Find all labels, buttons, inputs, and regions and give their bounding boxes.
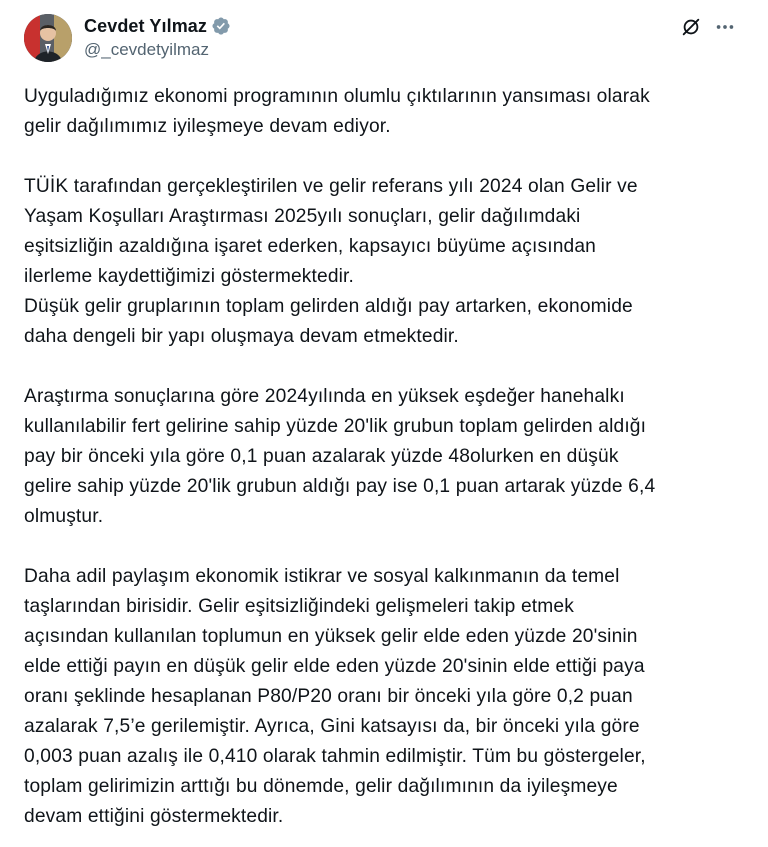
display-name[interactable]: Cevdet Yılmaz (84, 15, 208, 36)
paragraph-gap (24, 142, 746, 172)
user-info (84, 15, 231, 60)
user-handle[interactable]: @_cevdetyilmaz (84, 40, 209, 59)
tweet-text (24, 82, 746, 832)
tweet-paragraph-3: Araştırma sonuçlarına göre 2024yılında en yüksek eşdeğer hanehalkı kullanılabilir fert gelirine sahip yüzde 20'lik grubun toplam gelirden aldığı pay bir önceki yıla göre 0,1 puan azalarak yüzde 48olurken en düşük gelire sahip yüzde 20'lik grubun aldığı pay ise 0,1 puan artarak yüzde 6,4 olmuştur. (24, 386, 656, 527)
avatar-image (24, 14, 72, 62)
grok-icon[interactable] (680, 16, 702, 38)
tweet-paragraph-1: Uyguladığımız ekonomi programının olumlu çıktılarının yansıması olarak gelir dağılımımız iyileşmeye devam ediyor. (24, 86, 650, 137)
tweet-paragraph-4: Daha adil paylaşım ekonomik istikrar ve sosyal kalkınmanın da temel taşlarından birisidir. Gelir eşitsizliğindeki gelişmeleri takip etmek açısından kullanılan toplumun en yüksek gelir elde eden yüzde 20'sinin elde ettiği payın en düşük gelir elde eden yüzde 20'sinin elde ettiği paya oranı şeklinde hesaplanan P80/P20 oranı bir önceki yıla göre 0,2 puan azalarak 7,5’e gerilemiştir. Ayrıca, Gini katsayısı da, bir önceki yıla göre 0,003 puan azalış ile 0,410 olarak tahmin edilmiştir. Tüm bu göstergeler, toplam gelirimizin arttığı bu dönemde, gelir dağılımının da iyileşmeye devam ettiğini göstermektedir. (24, 566, 646, 827)
tweet-paragraph-2: TÜİK tarafından gerçekleştirilen ve gelir referans yılı 2024 olan Gelir ve Yaşam Koşulları Araştırması 2025yılı sonuçları, gelir dağılımdaki eşitsizliğin azaldığına işaret ederken, kapsayıcı büyüme açısından ilerleme kaydettiğimizi göstermektedir. Düşük gelir gruplarının toplam gelirden aldığı pay artarken, ekonomide daha dengeli bir yapı oluşmaya devam etmektedir. (24, 176, 638, 347)
avatar[interactable] (24, 14, 72, 62)
paragraph-gap (24, 532, 746, 562)
verified-badge-icon (211, 16, 231, 36)
more-options-icon[interactable] (714, 16, 736, 38)
paragraph-gap (24, 352, 746, 382)
name-row (84, 15, 231, 37)
tweet-actions (668, 16, 736, 38)
tweet-header (24, 14, 744, 62)
